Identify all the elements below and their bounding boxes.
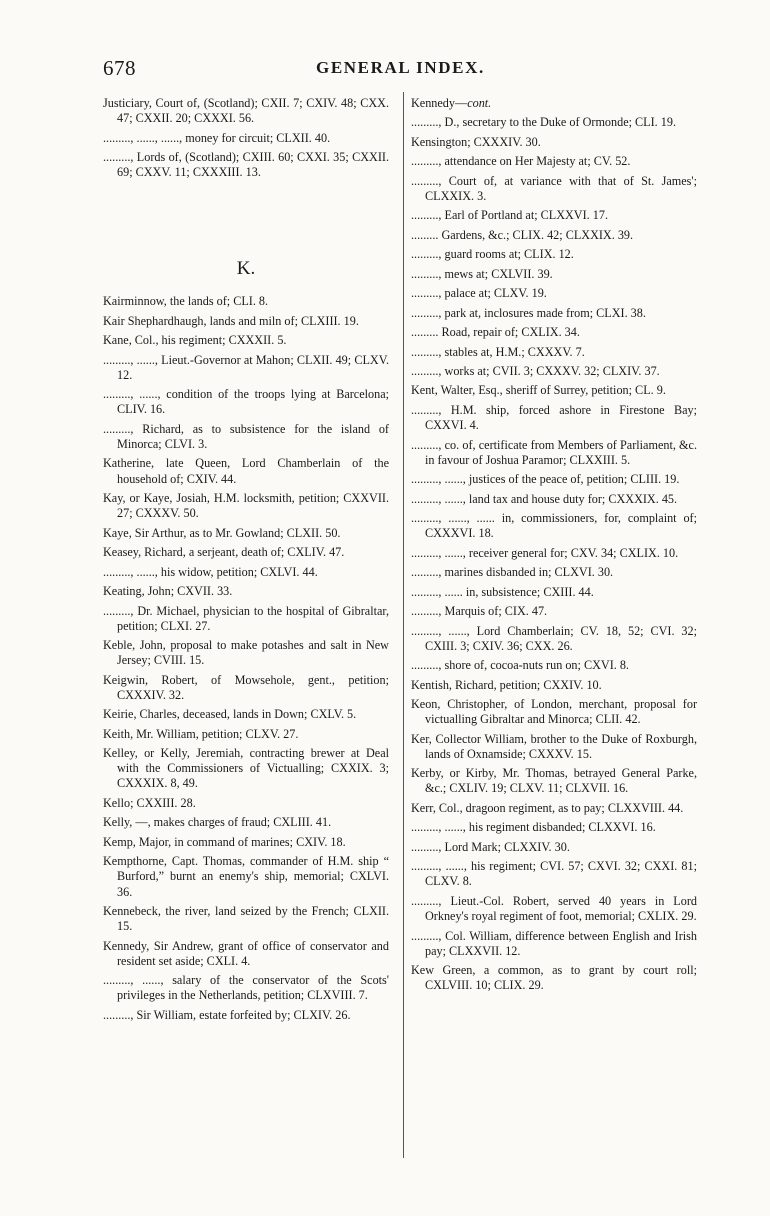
index-entry: ........., park at, inclosures made from; CLXI. 38. (411, 305, 646, 320)
index-entry: Ker, Collector William, brother to the Duke of Roxburgh, lands of Oxnamside; CXXXV. 15. (411, 731, 697, 761)
index-entry: ........., Lords of, (Scotland); CXIII. 60; CXXI. 35; CXXII. 69; CXXV. 11; CXXXIII. 13. (103, 150, 389, 180)
section-letter-heading: K. (236, 258, 256, 280)
index-entry: ........., D., secretary to the Duke of Ormonde; CLI. 19. (411, 115, 677, 130)
index-entry: Keigwin, Robert, of Mowsehole, gent., petition; CXXXIV. 32. (103, 672, 389, 702)
index-entry: Kane, Col., his regiment; CXXXII. 5. (103, 333, 287, 348)
running-header (0, 56, 770, 80)
index-entry: ........., Lieut.-Col. Robert, served 40 years in Lord Orkney's royal regiment of foot, memorial; CXLIX. 29. (411, 893, 697, 924)
index-entry: ........., marines disbanded in; CLXVI. 30. (411, 565, 614, 580)
index-entry: Kaye, Sir Arthur, as to Mr. Gowland; CLXII. 50. (103, 525, 341, 540)
index-entry: ........., ......, his regiment; CVI. 57; CXVI. 32; CXXI. 81; CLXV. 8. (411, 859, 697, 889)
index-entry: Kensington; CXXXIV. 30. (411, 134, 541, 149)
continued-heading (411, 96, 697, 111)
index-entry: Kew Green, a common, as to grant by court roll; CXLVIII. 10; CLIX. 29. (411, 963, 697, 993)
index-entry: Kennedy, Sir Andrew, grant of office of conservator and resident set aside; CXLI. 4. (103, 938, 389, 968)
index-entry: ........., ......, ......, money for circuit; CLXII. 40. (103, 130, 331, 145)
index-entry: Keble, John, proposal to make potashes and salt in New Jersey; CVIII. 15. (103, 638, 389, 668)
index-entry: ........., ......, salary of the conservator of the Scots' privileges in the Netherlands, petition; CLXVIII. 7. (103, 973, 389, 1003)
index-entry: Kempthorne, Capt. Thomas, commander of H.M. ship “ Burford,” burnt an enemy's ship, memorial; CXLVI. 36. (103, 854, 389, 899)
index-entry: ........., Earl of Portland at; CLXXVI. 17. (411, 208, 608, 223)
left-column (103, 96, 389, 1027)
index-entry: ........., ......, his regiment disbanded; CLXXVI. 16. (411, 820, 656, 835)
index-entry: Kemp, Major, in command of marines; CXIV. 18. (103, 834, 346, 849)
index-entry: ........., palace at; CLXV. 19. (411, 286, 547, 301)
index-entry: ........., ......, receiver general for; CXV. 34; CXLIX. 10. (411, 545, 679, 560)
running-title: GENERAL INDEX. (316, 58, 485, 77)
index-entry: ........., Richard, as to subsistence for the island of Minorca; CLVI. 3. (103, 421, 389, 451)
index-entry: Katherine, late Queen, Lord Chamberlain of the household of; CXIV. 44. (103, 456, 389, 486)
index-entry: ........., ......, justices of the peace of, petition; CLIII. 19. (411, 472, 680, 487)
index-entry: Kent, Walter, Esq., sheriff of Surrey, petition; CL. 9. (411, 383, 666, 398)
index-entry: ........., ......, Lieut.-Governor at Mahon; CLXII. 49; CLXV. 12. (103, 352, 389, 382)
index-entry: ........., Sir William, estate forfeited by; CLXIV. 26. (103, 1007, 351, 1022)
index-entry: Kairminnow, the lands of; CLI. 8. (103, 294, 269, 309)
index-entry: ........., H.M. ship, forced ashore in Firestone Bay; CXXVI. 4. (411, 402, 697, 433)
index-entry: Keith, Mr. William, petition; CLXV. 27. (103, 726, 299, 741)
index-entry: Kennebeck, the river, land seized by the French; CLXII. 15. (103, 904, 389, 934)
index-entry: ......... Gardens, &c.; CLIX. 42; CLXXIX. 39. (411, 227, 634, 242)
index-entry: ........., stables at, H.M.; CXXXV. 7. (411, 344, 585, 359)
index-entry: ........., ...... in, subsistence; CXIII. 44. (411, 584, 594, 599)
index-entry: Kelley, or Kelly, Jeremiah, contracting brewer at Deal with the Commissioners of Victualling; CXXIX. 3; CXXXIX. 8, 49. (103, 746, 389, 791)
index-entry: ........., Court of, at variance with that of St. James'; CLXXIX. 3. (411, 173, 697, 203)
index-entry: ........., Col. William, difference between English and Irish pay; CLXXVII. 12. (411, 928, 697, 958)
index-entry: ........., works at; CVII. 3; CXXXV. 32; CLXIV. 37. (411, 364, 660, 378)
index-entry: Keasey, Richard, a serjeant, death of; CXLIV. 47. (103, 545, 345, 560)
continued-heading-name: Kennedy— (411, 96, 468, 110)
index-entry: ........., guard rooms at; CLIX. 12. (411, 247, 574, 262)
index-entry: ........., Lord Mark; CLXXIV. 30. (411, 839, 570, 854)
index-entry: Kentish, Richard, petition; CXXIV. 10. (411, 677, 602, 692)
index-entry: Kello; CXXIII. 28. (103, 795, 196, 810)
index-entry: ........., ......, Lord Chamberlain; CV. 18, 52; CVI. 32; CXIII. 3; CXIV. 36; CXX. 26. (411, 623, 697, 653)
index-entry: ........., mews at; CXLVII. 39. (411, 266, 553, 281)
index-entry: Keon, Christopher, of London, merchant, proposal for victualling Gibraltar and Minorca; CLII. 42. (411, 697, 697, 727)
continued-mark: cont. (467, 96, 492, 110)
index-entry: ........., Marquis of; CIX. 47. (411, 604, 548, 619)
index-entry: ........., ......, his widow, petition; CXLVI. 44. (103, 564, 318, 579)
index-entry: ........., ......, land tax and house duty for; CXXXIX. 45. (411, 491, 678, 506)
index-entry: Keirie, Charles, deceased, lands in Down; CXLV. 5. (103, 707, 357, 722)
index-entry: ........., Dr. Michael, physician to the hospital of Gibraltar, petition; CLXI. 27. (103, 603, 389, 633)
column-divider (403, 92, 404, 1158)
index-entry: Kay, or Kaye, Josiah, H.M. locksmith, petition; CXXVII. 27; CXXXV. 50. (103, 491, 389, 521)
index-entry: Justiciary, Court of, (Scotland); CXII. 7; CXIV. 48; CXX. 47; CXXII. 20; CXXXI. 56. (103, 96, 389, 126)
index-entry: Kair Shephardhaugh, lands and miln of; CLXIII. 19. (103, 313, 359, 328)
index-entry: Kelly, —, makes charges of fraud; CXLIII. 41. (103, 815, 332, 830)
index-entry: Keating, John; CXVII. 33. (103, 584, 233, 599)
index-entry: ......... Road, repair of; CXLIX. 34. (411, 325, 580, 340)
right-column (411, 96, 697, 998)
page-number: 678 (103, 56, 136, 80)
index-entry: ........., shore of, cocoa-nuts run on; CXVI. 8. (411, 658, 629, 673)
index-entry: ........., ......, ...... in, commissioners, for, complaint of; CXXXVI. 18. (411, 511, 697, 541)
index-entry: Kerr, Col., dragoon regiment, as to pay; CLXXVIII. 44. (411, 800, 684, 815)
index-entry: Kerby, or Kirby, Mr. Thomas, betrayed General Parke, &c.; CXLIV. 19; CLXV. 11; CLXVII. 16. (411, 766, 697, 796)
index-entry: ........., ......, condition of the troops lying at Barcelona; CLIV. 16. (103, 387, 389, 417)
index-entry: ........., attendance on Her Majesty at; CV. 52. (411, 154, 631, 169)
index-entry: ........., co. of, certificate from Members of Parliament, &c. in favour of Joshua Paramor; CLXXIII. 5. (411, 437, 697, 467)
